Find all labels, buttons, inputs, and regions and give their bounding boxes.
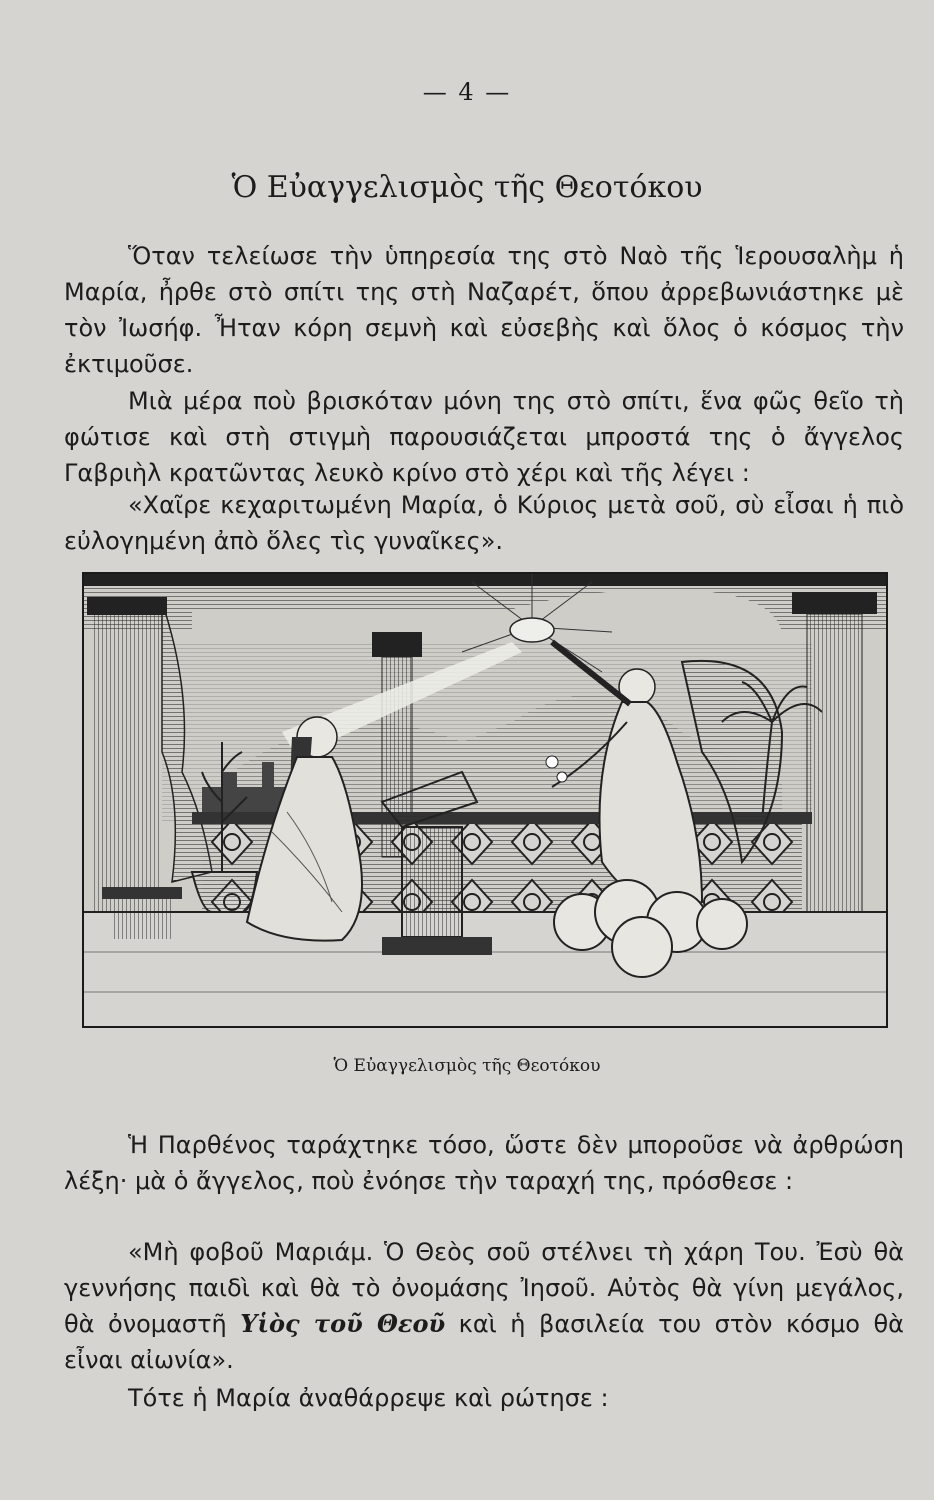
paragraph-5 xyxy=(64,1234,904,1378)
paragraph-2-text: Μιὰ μέρα ποὺ βρισκόταν μόνη της στὸ σπίτι, ἕνα φῶς θεῖο τὴ φώτισε καὶ στὴ στιγμὴ παρουσιάζεται μπροστά της ὁ ἄγγελος Γαβριὴλ κρατῶντας λευκὸ κρίνο στὸ χέρι καὶ τῆς λέγει : xyxy=(64,387,904,487)
page-number: — 4 — xyxy=(422,78,512,106)
paragraph-3 xyxy=(64,487,904,559)
annunciation-engraving xyxy=(82,572,888,1028)
paragraph-4-text: Ἡ Παρθένος ταράχτηκε τόσο, ὥστε δὲν μποροῦσε νὰ ἀρθρώση λέξη· μὰ ὁ ἄγγελος, ποὺ ἐνόησε τὴν ταραχή της, πρόσθεσε : xyxy=(64,1131,904,1195)
paragraph-1 xyxy=(64,238,904,382)
paragraph-1-text: Ὅταν τελείωσε τὴν ὑπηρεσία της στὸ Ναὸ τῆς Ἱερουσαλὴμ ἡ Μαρία, ἦρθε στὸ σπίτι της στὴ Ναζαρέτ, ὅπου ἀρρεβωνιάστηκε μὲ τὸν Ἰωσήφ. Ἦταν κόρη σεμνὴ καὶ εὐσεβὴς καὶ ὅλος ὁ κόσμος τὴν ἐκτιμοῦσε. xyxy=(64,242,904,378)
son-of-god-phrase: Υἱὸς τοῦ Θεοῦ xyxy=(240,1309,446,1338)
paragraph-3-text: «Χαῖρε κεχαριτωμένη Μαρία, ὁ Κύριος μετὰ σοῦ, σὺ εἶσαι ἡ πιὸ εὐλογημένη ἀπὸ ὅλες τὶς γυναῖκες». xyxy=(64,491,904,555)
paragraph-6 xyxy=(64,1380,904,1416)
paragraph-6-text: Τότε ἡ Μαρία ἀναθάρρεψε καὶ ρώτησε : xyxy=(128,1384,609,1412)
paragraph-4 xyxy=(64,1127,904,1199)
paragraph-5-text xyxy=(64,1234,904,1378)
paragraph-2 xyxy=(64,383,904,491)
paragraph-5-text-c: καὶ ἡ βασιλεία του στὸν κόσμο θὰ εἶναι αἰωνία». xyxy=(64,1310,904,1374)
paragraph-5-text-a: «Μὴ φοβοῦ Μαριάμ. Ὁ Θεὸς σοῦ στέλνει τὴ χάρη Του. Ἐσὺ θὰ γεννήσης παιδὶ καὶ θὰ τὸ ὀνομάσης Ἰησοῦ. Αὐτὸς θὰ γίνη μεγάλος, θὰ ὀνομαστῆ xyxy=(64,1238,904,1338)
illustration-caption: Ὁ Εὐαγγελισμὸς τῆς Θεοτόκου xyxy=(333,1056,601,1076)
chapter-title: Ὁ Εὐαγγελισμὸς τῆς Θεοτόκου xyxy=(231,170,703,205)
